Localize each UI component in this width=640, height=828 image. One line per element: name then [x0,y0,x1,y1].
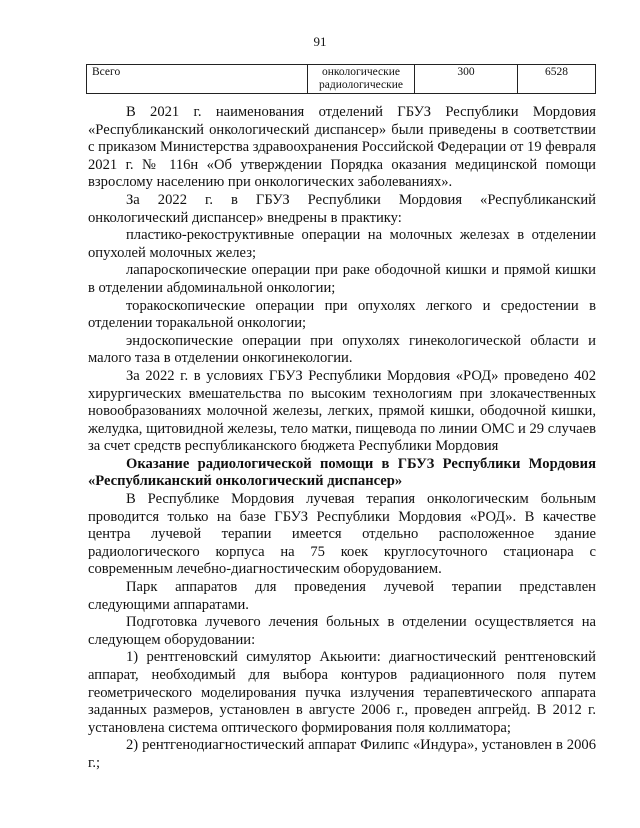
list-item: лапароскопические операции при раке ободочной кишки и прямой кишки в отделении абдоминальной онкологии; [88,262,596,296]
list-item: пластико-рекоструктивные операции на молочных железах в отделении опухолей молочных желез; [88,227,596,261]
list-item: торакоскопические операции при опухолях легкого и средостении в отделении торакальной онкологии; [88,297,596,332]
paragraph: За 2022 г. в условиях ГБУЗ Республики Мордовия «РОД» проведено 402 хирургических вмешательства по высоким технологиям при злокачественных новообразованиях молочной железы, легких, прямой кишки, ободочной кишки, желудка, щитовидной железы, тело матки, пищевода по линии ОМС и 29 случаев за счет средств республиканского бюджета Республики Мордовия [88,367,596,455]
paragraph: Парк аппаратов для проведения лучевой терапии представлен следующими аппаратами. [88,579,596,613]
document-body [88,104,596,773]
page-number: 91 [313,34,327,49]
paragraph: Подготовка лучевого лечения больных в отделении осуществляется на следующем оборудовании: [88,614,596,648]
table-cell-label: Всего [87,65,308,94]
table-row [87,65,596,94]
table-cell-total: 6528 [518,65,596,94]
paragraph: В Республике Мордовия лучевая терапия онкологическим больным проводится только на базе ГБУЗ Республики Мордовия «РОД». В качестве центра лучевой терапии имеется отдельно расположенное здание радиологического корпуса на 75 коек круглосуточного стационара с современным лечебно-диагностическим оборудованием. [88,491,596,578]
paragraph: За 2022 г. в ГБУЗ Республики Мордовия «Республиканский онкологический диспансер» внедрены в практику: [88,191,596,226]
list-item: эндоскопические операции при опухолях гинекологической области и малого таза в отделении онкогинекологии. [88,332,596,367]
list-item: 1) рентгеновский симулятор Акьюити: диагностический рентгеновский аппарат, необходимый для выбора контуров радиационного поля путем геометрического моделирования пучка излучения терапевтического аппарата заданных размеров, установлен в августе 2006 г., проведен апгрейд. В 2012 г. установлена система оптического формирования поля коллиматора; [88,649,596,736]
section-heading: Оказание радиологической помощи в ГБУЗ Республики Мордовия «Республиканский онкологический диспансер» [88,455,596,490]
paragraph: В 2021 г. наименования отделений ГБУЗ Республики Мордовия «Республиканский онкологический диспансер» были приведены в соответствии с приказом Министерства здравоохранения Российской Федерации от 19 февраля 2021 г. № 116н «Об утверждении Порядка оказания медицинской помощи взрослому населению при онкологических заболеваниях». [88,104,596,191]
table-cell-beds: 300 [415,65,518,94]
table-cell-department: онкологические радиологические [308,65,415,94]
list-item: 2) рентгенодиагностический аппарат Филипс «Индура», установлен в 2006 г.; [88,737,596,771]
summary-table [86,64,596,94]
